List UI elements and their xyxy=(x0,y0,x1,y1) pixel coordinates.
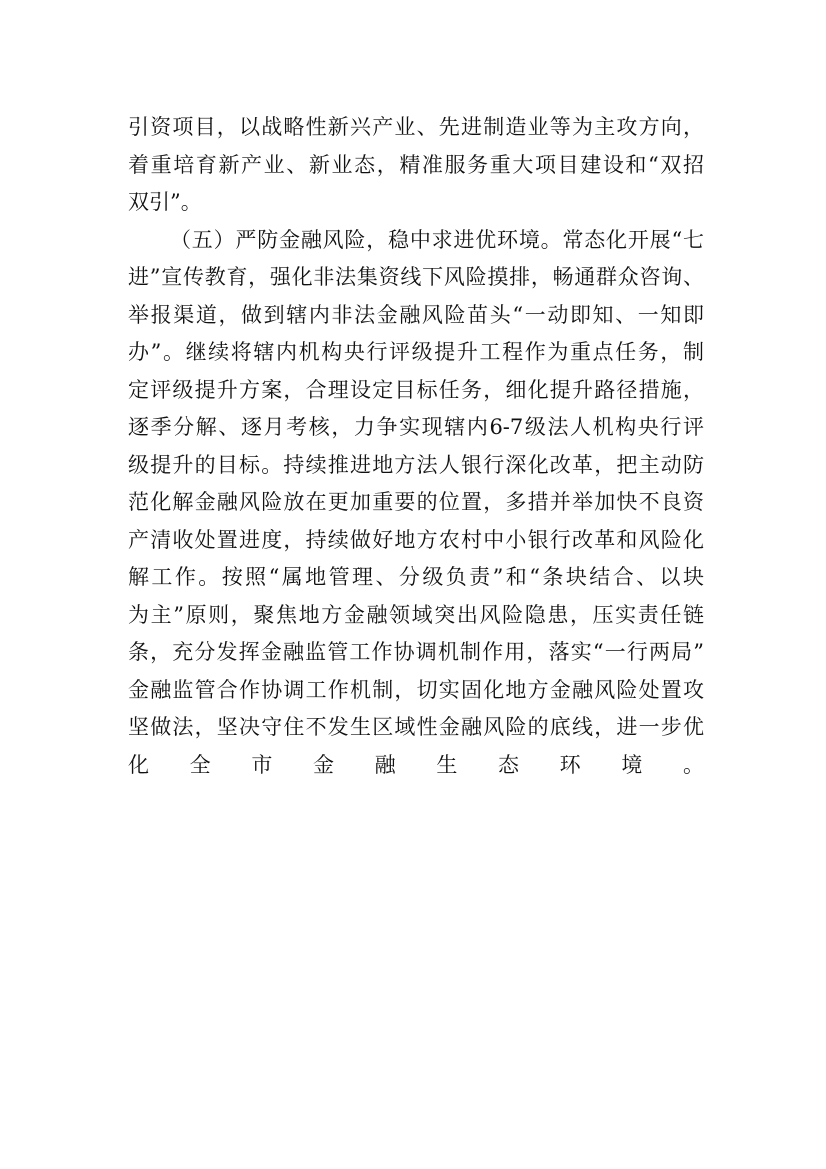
text-line xyxy=(128,784,704,822)
text-line: 定评级提升方案，合理设定目标任务，细化提升路径措施， xyxy=(128,377,704,402)
text-line: 办”。继续将辖内机构央行评级提升工程作为重点任务，制 xyxy=(128,340,704,364)
paragraph-five xyxy=(128,222,704,822)
text-line: 举报渠道，做到辖内非法金融风险苗头“一动即知、一知即 xyxy=(128,302,704,327)
text-line: 范化解金融风险放在更加重要的位置，多措并举加快不良资 xyxy=(128,490,704,514)
text-line: 级提升的目标。持续推进地方法人银行深化改革，把主动防 xyxy=(128,452,704,477)
text-line: 金融监管合作协调工作机制，切实固化地方金融风险处置攻 xyxy=(128,677,704,702)
text-line: 双引”。 xyxy=(128,190,202,214)
text-line: 逐季分解、逐月考核，力争实现辖内6-7级法人机构央行评 xyxy=(128,415,704,439)
text-line: 解工作。按照“属地管理、分级负责”和“条块结合、以块 xyxy=(128,565,704,589)
text-line: 条，充分发挥金融监管工作协调机制作用，落实“一行两局” xyxy=(128,640,704,664)
text-line: 着重培育新产业、新业态，精准服务重大项目建设和“双招 xyxy=(128,152,704,177)
text-line: 化全市金融生态环境。 xyxy=(128,752,704,777)
document-body xyxy=(128,109,704,822)
text-line: 进”宣传教育，强化非法集资线下风险摸排，畅通群众咨询、 xyxy=(128,265,704,289)
text-line: 产清收处置进度，持续做好地方农村中小银行改革和风险化 xyxy=(128,527,704,552)
paragraph-first-line: （五）严防金融风险，稳中求进优环境。常态化开展“七 xyxy=(170,227,704,252)
text-line: 坚做法，坚决守住不发生区域性金融风险的底线，进一步优 xyxy=(128,715,704,739)
text-line: 引资项目，以战略性新兴产业、先进制造业等为主攻方向， xyxy=(128,115,704,139)
paragraph-continued xyxy=(128,109,704,222)
text-line: 为主”原则，聚焦地方金融领域突出风险隐患，压实责任链 xyxy=(128,602,704,627)
